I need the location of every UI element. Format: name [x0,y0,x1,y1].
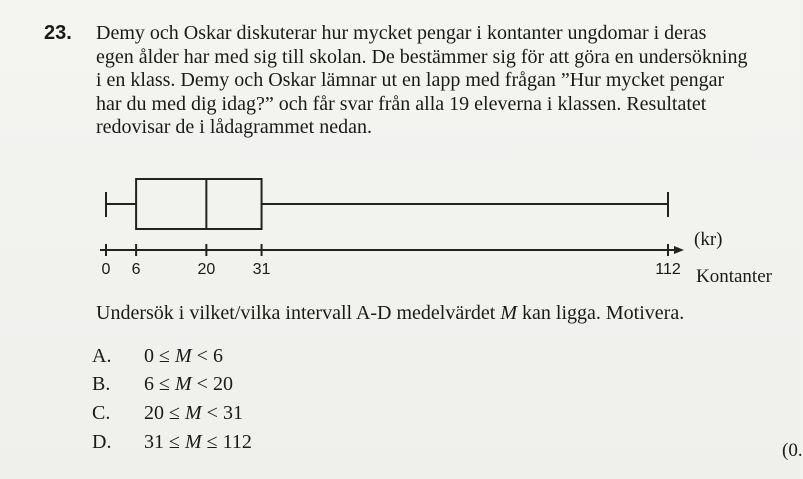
axis-tick-label: 112 [655,261,681,278]
axis-tick-label: 20 [197,261,216,278]
option-letter: D. [92,431,112,453]
problem-line: egen ålder har med sig till skolan. De bestämmer sig för att göra en undersökning [96,45,748,68]
axis-label: Kontanter [696,266,772,287]
interquartile-box [136,179,261,229]
axis-tick-labels [102,261,681,278]
option-letter: A. [92,345,112,367]
task-variable: M [500,302,518,324]
task-text-part: Undersök i vilket/vilka intervall A-D medelvärdet [96,302,501,324]
problem-line: har du med dig idag?” och får svar från alla 19 eleverna i klassen. Resultatet [96,92,707,115]
problem-line: redovisar de i lådagrammet nedan. [96,116,372,138]
axis-tick-label: 0 [101,261,111,278]
option-letter: C. [92,402,111,424]
option-inequality: 20 ≤ M < 31 [144,402,243,424]
axis-tick-label: 31 [252,261,271,278]
option-inequality: 0 ≤ M < 6 [144,345,223,367]
option-letter: B. [92,373,111,395]
task-text-part: kan ligga. Motivera. [517,302,685,324]
problem-line: Demy och Oskar diskuterar hur mycket pengar i kontanter ungdomar i deras [96,22,707,44]
option-inequality: 31 ≤ M ≤ 112 [144,431,252,453]
task-text [96,302,684,325]
unit-label: (kr) [694,229,723,250]
option-inequality: 6 ≤ M < 20 [144,373,233,395]
score-indicator: (0. [782,440,803,461]
axis-arrowhead [674,246,684,254]
problem-line: i en klass. Demy och Oskar lämnar ut en lapp med frågan ”Hur mycket pengar [96,69,725,91]
question-number: 23. [44,22,72,44]
axis-tick-label: 6 [131,261,141,278]
